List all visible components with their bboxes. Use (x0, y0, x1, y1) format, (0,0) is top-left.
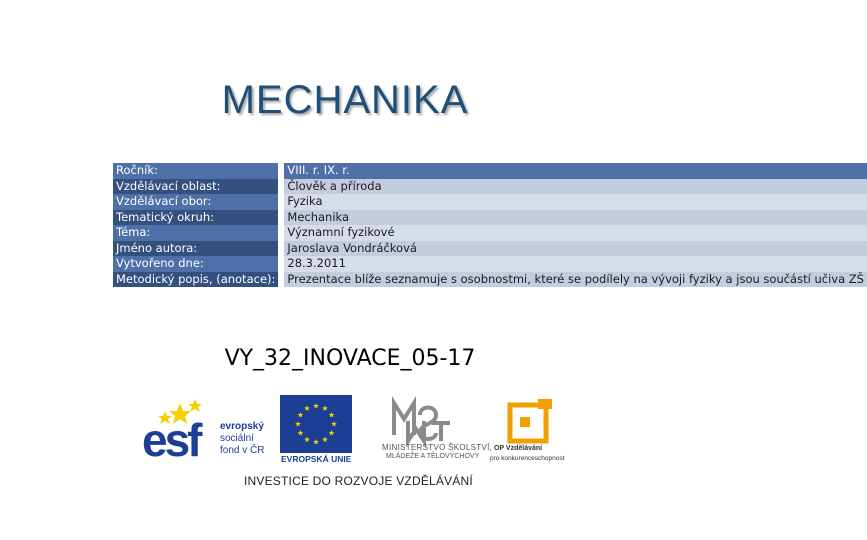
eu-logo (280, 395, 352, 465)
table-row (113, 272, 867, 288)
esf-text-line1: evropský (220, 421, 264, 432)
row-value: Prezentace blíže seznamuje s osobnostmi, které se podílely na vývoji fyziky a jsou součástí učiva ZŠ (284, 272, 867, 288)
table-row (113, 241, 867, 257)
table-row (113, 179, 867, 195)
eu-flag-icon (280, 395, 352, 453)
msmt-mark-icon (380, 395, 490, 443)
row-value: Jaroslava Vondráčková (284, 241, 867, 257)
table-row (113, 163, 867, 179)
row-label: Jméno autora: (113, 241, 278, 257)
esf-logo (140, 395, 275, 465)
msmt-text-line1: MINISTERSTVO ŠKOLSTVÍ, (382, 443, 493, 452)
row-value: Významní fyzikové (284, 225, 867, 241)
investment-footer: INVESTICE DO ROZVOJE VZDĚLÁVÁNÍ (244, 474, 473, 488)
row-label: Téma: (113, 225, 278, 241)
op-logo (490, 395, 580, 465)
eu-caption: EVROPSKÁ UNIE (281, 454, 352, 464)
op-text-line2: pro konkurenceschopnost (490, 455, 565, 462)
row-label: Vzdělávací obor: (113, 194, 278, 210)
esf-mark: esf (142, 414, 200, 466)
row-value: 28.3.2011 (284, 256, 867, 272)
row-label: Metodický popis, (anotace): (113, 272, 278, 288)
table-row (113, 194, 867, 210)
op-text-line1: OP Vzdělávání (494, 445, 543, 452)
row-label: Ročník: (113, 163, 278, 179)
table-row (113, 225, 867, 241)
row-value: VIII. r. IX. r. (284, 163, 867, 179)
esf-text-line3: fond v ČR (220, 445, 265, 456)
row-value: Fyzika (284, 194, 867, 210)
page-title: MECHANIKA (221, 78, 469, 122)
op-mark-icon (490, 395, 580, 445)
metadata-table (113, 163, 867, 287)
logo-strip (140, 395, 580, 465)
row-label: Tematický okruh: (113, 210, 278, 226)
row-value: Člověk a příroda (284, 179, 867, 195)
msmt-logo (380, 395, 493, 465)
msmt-text-line2: MLÁDEŽE A TĚLOVÝCHOVY (386, 453, 480, 460)
esf-text-line2: sociální (220, 433, 254, 444)
row-label: Vytvořeno dne: (113, 256, 278, 272)
table-row (113, 256, 867, 272)
row-label: Vzdělávací oblast: (113, 179, 278, 195)
material-code: VY_32_INOVACE_05-17 (224, 346, 476, 371)
table-row (113, 210, 867, 226)
row-value: Mechanika (284, 210, 867, 226)
